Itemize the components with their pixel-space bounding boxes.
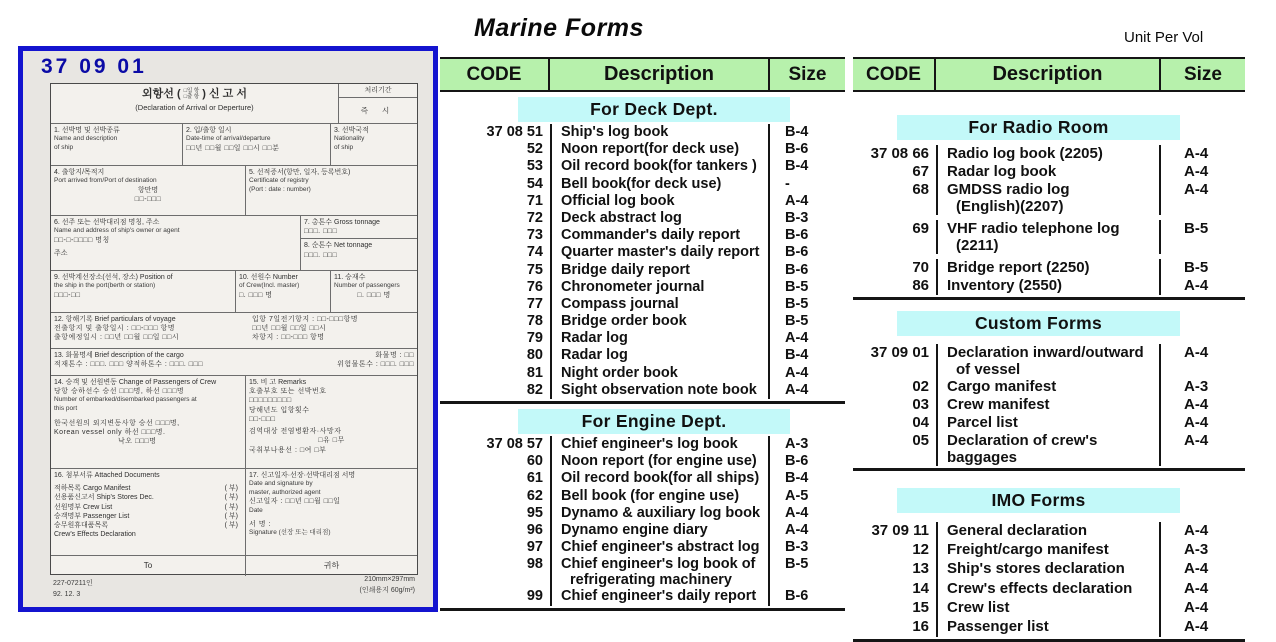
field-gross-tonnage: 7. 총톤수 Gross tonnage □□□. □□□ [301,216,417,239]
code-cell: 52 [526,141,543,158]
table-row [440,262,845,279]
table-row [853,163,1245,181]
code-cell: 99 [526,588,543,605]
table-row [440,556,845,588]
code-cell: 73 [526,227,543,244]
size-cell: B-6 [785,227,809,244]
attached-document-item: 승무원휴대품목록 ( 부) [54,522,238,530]
processing-time-value: 즉 시 [360,105,396,115]
table-row [440,347,845,364]
table-row [440,382,845,399]
code-cell: 37 08 51 [486,124,543,140]
page-title: Marine Forms [474,14,644,42]
size-cell: B-6 [785,261,809,278]
field-tonnage [301,216,417,270]
size-cell: A-4 [1184,163,1209,180]
form-row-to [51,556,417,576]
size-cell: A-5 [785,487,809,504]
field-crew-number: 10. 선원수 Number of Crew(Incl. master) □. □□□ 명 [236,271,331,312]
description-cell: Chief engineer's log book [550,436,770,453]
table-row [440,296,845,313]
form-title-en: (Declaration of Arrival or Deperture) [135,102,254,112]
size-cell: A-4 [1184,414,1209,431]
form-scan-panel [18,46,438,612]
size-cell: A-4 [1184,522,1209,539]
attached-document-item: 적하목록 Cargo Manifest ( 부) [54,485,238,493]
form-row-7 [51,376,417,469]
code-cell: 37 09 11 [871,522,929,539]
table-row [440,141,845,158]
field-datetime: 2. 입/출항 일시 Date-time of arrival/departure □□년 □□월 □□일 □□시 □□분 [183,124,331,165]
marine-forms-table-right [853,57,1245,642]
description-cell: Bridge order book [550,313,770,330]
description-cell: Crew's effects declaration [936,580,1161,599]
form-row-2 [51,166,417,216]
size-cell: B-5 [1184,220,1209,237]
form-row-6 [51,349,417,376]
table-row [853,599,1245,618]
size-cell: A-4 [785,504,809,521]
table-row [853,181,1245,215]
size-cell: B-5 [1184,259,1209,276]
table-row [440,539,845,556]
table-row [440,522,845,539]
description-cell: Dynamo & auxiliary log book [550,505,770,522]
table-row [440,279,845,296]
field-passenger-number: 11. 승재수 Number of passengers □. □□□ 명 [334,274,400,299]
table-row [853,277,1245,295]
size-cell: A-4 [1184,617,1209,635]
section-header-engine: For Engine Dept. [518,409,790,434]
description-cell: Oil record book(for all ships) [550,470,770,487]
description-cell: Compass journal [550,296,770,313]
code-cell: 80 [526,347,543,364]
field-registry: 5. 선적증서(항만, 일자, 등록번호) Certificate of registry (Port : date : number) [249,169,351,193]
table-row [440,244,845,261]
attached-document-item: 승객명부 Passenger List ( 부) [54,512,238,520]
size-cell: A-4 [1184,560,1209,578]
table-row [440,505,845,522]
form-footer-left: 227-07211인 92. 12. 3 [53,580,93,598]
processing-time-label: 처리기간 [339,84,417,98]
description-cell: Freight/cargo manifest [936,541,1161,560]
table-row [440,330,845,347]
section-rows-custom [853,344,1245,471]
table-row [853,259,1245,277]
description-cell: Bell book (for engine use) [550,488,770,505]
description-cell: Deck abstract log [550,210,770,227]
section-rows-engine [440,436,845,611]
marine-forms-table-left [440,57,845,611]
size-cell: B-4 [785,158,809,175]
column-header-size: Size [788,63,827,85]
code-cell: 68 [912,181,929,198]
size-cell: B-5 [785,556,809,573]
table-row [440,227,845,244]
description-cell: General declaration [936,522,1161,541]
form-title-row [51,84,417,124]
gwiha-label: 귀하 [323,560,340,570]
description-cell: Commander's daily report [550,227,770,244]
field-owner-agent: 6. 선주 또는 선박대리점 명칭, 주소 Name and address of ship's owner or agent □□-□-□□□□ 명칭 주소 [51,216,301,270]
size-cell: A-4 [1184,344,1209,361]
description-cell: Ship's log book [550,124,770,141]
description-cell: Ship's stores declaration [936,560,1161,579]
field-net-tonnage: 8. 순톤수 Net tonnage □□□. □□□ [304,242,373,259]
size-cell: B-6 [785,453,809,470]
form-row-1 [51,124,417,166]
section-rows-radio [853,145,1245,300]
description-cell: Night order book [550,365,770,382]
field-date-signature: 17. 신고일자·선장·선박대리점 서명 Date and signature by master, authorized agent 신고일자 : □□년 □□월 □□일 Date 서 명 : Signature (선장 또는 대리점) [249,472,356,537]
description-cell: Passenger list [936,618,1161,637]
size-cell: A-4 [785,521,809,538]
form-title-cell [51,84,339,123]
code-cell: 72 [526,209,543,226]
description-cell: Noon report(for deck use) [550,141,770,158]
code-cell: 98 [526,556,543,573]
description-cell: Chief engineer's log book of refrigerating machinery [550,556,770,588]
table-row [853,580,1245,599]
table-row [853,145,1245,163]
size-cell: A-4 [785,364,809,381]
description-cell: Chronometer journal [550,279,770,296]
size-cell: B-4 [785,470,809,487]
description-cell: Official log book [550,193,770,210]
attached-document-item: 선용품신고서 Ship's Stores Dec. ( 부) [54,494,238,502]
size-cell: B-5 [785,313,809,330]
description-cell: Radio log book (2205) [936,145,1161,163]
description-cell: Bridge report (2250) [936,259,1161,277]
description-cell: Crew manifest [936,396,1161,414]
table-row [853,541,1245,560]
field-nationality: 3. 선박국적 Nationality of ship [334,127,369,151]
description-cell: Dynamo engine diary [550,522,770,539]
table-row [853,396,1245,414]
code-cell: 67 [912,163,929,180]
section-rows-deck [440,124,845,404]
size-cell: A-4 [1184,181,1209,198]
table-header [853,57,1245,92]
code-cell: 16 [912,617,929,635]
description-cell: Bell book(for deck use) [550,176,770,193]
size-cell: A-4 [785,330,809,347]
code-cell: 81 [526,364,543,381]
code-cell: 86 [912,277,929,294]
description-cell: Oil record book(for tankers ) [550,158,770,175]
code-cell: 37 08 66 [870,145,929,162]
code-cell: 97 [526,539,543,556]
description-cell: Radar log book [936,163,1161,181]
size-cell: B-6 [785,588,809,605]
column-header-description: Description [550,59,770,90]
description-cell: Crew list [936,599,1161,618]
size-cell: - [785,175,790,192]
table-row [853,220,1245,254]
code-cell: 69 [912,220,929,237]
description-cell: Radar log [550,330,770,347]
description-cell: Quarter master's daily report [550,244,770,261]
code-cell: 37 09 01 [870,344,929,361]
table-row [440,365,845,382]
declaration-form [50,83,418,575]
table-row [440,124,845,141]
code-cell: 61 [526,470,543,487]
size-cell: B-6 [785,141,809,158]
section-header-imo: IMO Forms [897,488,1180,513]
table-body [853,115,1245,642]
attached-document-item: 선원명부 Crew List ( 부) [54,503,238,511]
code-cell: 96 [526,521,543,538]
column-header-code: CODE [440,59,550,90]
field-cargo: 13. 화물명세 Brief description of the cargo 적재톤수 : □□□. □□□ 양적하톤수 : □□□. □□□ 화물명 : □□ 위험물톤수 : □□□. □□□ [54,352,414,369]
description-cell: Radar log [550,347,770,364]
table-row [440,193,845,210]
code-cell: 04 [912,414,929,431]
table-row [853,378,1245,396]
table-row [853,560,1245,579]
size-cell: A-4 [1184,396,1209,413]
table-header [440,57,845,92]
description-cell: Cargo manifest [936,378,1161,396]
processing-time-cell [339,84,417,123]
field-position: 9. 선박계선장소(선석, 장소) Position of the ship in the port(berth or station) □□□-□□ [51,271,236,312]
description-cell: VHF radio telephone log (2211) [936,220,1161,254]
size-cell: A-4 [1184,432,1209,449]
description-cell: Parcel list [936,414,1161,432]
description-cell: Sight observation note book [550,382,770,399]
table-row [440,453,845,470]
size-cell: A-3 [1184,541,1209,559]
table-row [440,488,845,505]
table-row [853,414,1245,432]
form-title-ko: 외항선 ( □입 항 □출 항 ) 신 고 서 [142,88,247,101]
size-cell: A-4 [1184,277,1209,294]
code-cell: 82 [526,381,543,398]
size-cell: A-4 [1184,145,1209,162]
size-cell: B-3 [785,209,809,226]
code-cell: 76 [526,278,543,295]
code-cell: 79 [526,330,543,347]
size-cell: B-4 [785,347,809,364]
table-row [853,432,1245,466]
size-cell: A-4 [1184,579,1209,597]
code-cell: 95 [526,504,543,521]
field-attached-documents: 16. 첨부서류 Attached Documents 적하목록 Cargo Manifest ( 부) 선용품신고서 Ship's Stores Dec. ( 부) 선원명부 Crew List ( 부) 승객명부 Passenger List ( 부) 승무원휴대품목록 ( 부) Crew's Effects Declaration [51,469,246,555]
unit-note: Unit Per Vol [1124,29,1204,46]
code-cell: 13 [912,560,929,578]
field-passenger-change: 14. 승객 및 선원변동 Change of Passengers of Crew 당항 승하선수 승선 □□□명, 하선 □□□명 Number of embarked/disembarked passengers at this port 한국선원의 외지변동사항 승선 □□□명, Korean vessel only 하선 □□□명. 낙오 □□□명 [51,376,246,468]
column-header-description: Description [936,59,1161,90]
form-footer-right: 210mm×297mm (인쇄용지 60g/m²) [359,576,415,594]
size-cell: A-3 [1184,378,1209,395]
attached-document-item: Crew's Effects Declaration [54,531,136,539]
table-row [853,344,1245,378]
table-row [853,618,1245,637]
table-row [440,470,845,487]
size-cell: A-4 [1184,598,1209,616]
table-row [440,436,845,453]
table-row [440,313,845,330]
table-row [440,158,845,175]
code-cell: 62 [526,487,543,504]
to-label: To [51,556,246,576]
field-ship-name: 1. 선박명 및 선박종류 Name and description of ship [51,124,183,165]
code-cell: 02 [912,378,929,395]
code-cell: 37 08 57 [486,436,543,452]
code-cell: 70 [912,259,929,276]
code-cell: 53 [526,158,543,175]
code-cell: 54 [526,175,543,192]
code-cell: 71 [526,192,543,209]
code-cell: 75 [526,261,543,278]
size-cell: A-4 [785,192,809,209]
size-cell: A-3 [785,436,809,452]
size-cell: B-3 [785,539,809,556]
size-cell: B-5 [785,295,809,312]
table-body [440,97,845,611]
description-cell: Noon report (for engine use) [550,453,770,470]
size-cell: B-4 [785,124,809,140]
description-cell: Chief engineer's abstract log [550,539,770,556]
section-header-deck: For Deck Dept. [518,97,790,122]
size-cell: B-6 [785,244,809,261]
table-row [440,210,845,227]
code-cell: 05 [912,432,929,449]
section-header-custom: Custom Forms [897,311,1180,336]
table-row [440,176,845,193]
table-row [853,522,1245,541]
code-cell: 60 [526,453,543,470]
section-rows-imo [853,522,1245,642]
description-cell: Chief engineer's daily report [550,588,770,605]
code-cell: 78 [526,313,543,330]
section-header-radio: For Radio Room [897,115,1180,140]
form-row-8 [51,469,417,556]
code-cell: 77 [526,295,543,312]
field-remarks: 15. 비 고 Remarks 호출부호 또는 선박번호 □□□□□□□□□ 당해년도 입항횟수 □□-□□□ 검역대상 전염병환자·사망자 □유 □무 국취부나용선 : □여 □부 [249,379,345,454]
size-cell: B-5 [785,278,809,295]
description-cell: Declaration of crew's baggages [936,432,1161,466]
form-row-4 [51,271,417,313]
description-cell: Bridge daily report [550,262,770,279]
column-header-size: Size [1183,63,1223,85]
description-cell: GMDSS radio log (English)(2207) [936,181,1161,215]
size-cell: A-4 [785,381,809,398]
code-cell: 12 [912,541,929,559]
field-voyage: 12. 항해기록 Brief particulars of voyage 전출항지 및 출항일시 : □□-□□□ 항명 출항예정일시 : □□년 □□월 □□일 □□시 입항 7일전기항지 : □□-□□□항명 □□년 □□월 □□일 □□시 차항지 : □□-□□□ 항명 [54,316,359,342]
code-cell: 15 [912,598,929,616]
form-row-5 [51,313,417,349]
form-row-3 [51,216,417,271]
field-port: 4. 출항지/목적지 Port arrived from/Port of destination 항만명 □□-□□□ [51,166,246,215]
column-header-code: CODE [853,59,936,90]
code-cell: 14 [912,579,929,597]
code-cell: 03 [912,396,929,413]
table-row [440,588,845,605]
form-code-label: 37 09 01 [41,55,147,78]
description-cell: Inventory (2550) [936,277,1161,295]
code-cell: 74 [526,244,543,261]
description-cell: Declaration inward/outward of vessel [936,344,1161,378]
attached-documents-list [54,484,242,539]
